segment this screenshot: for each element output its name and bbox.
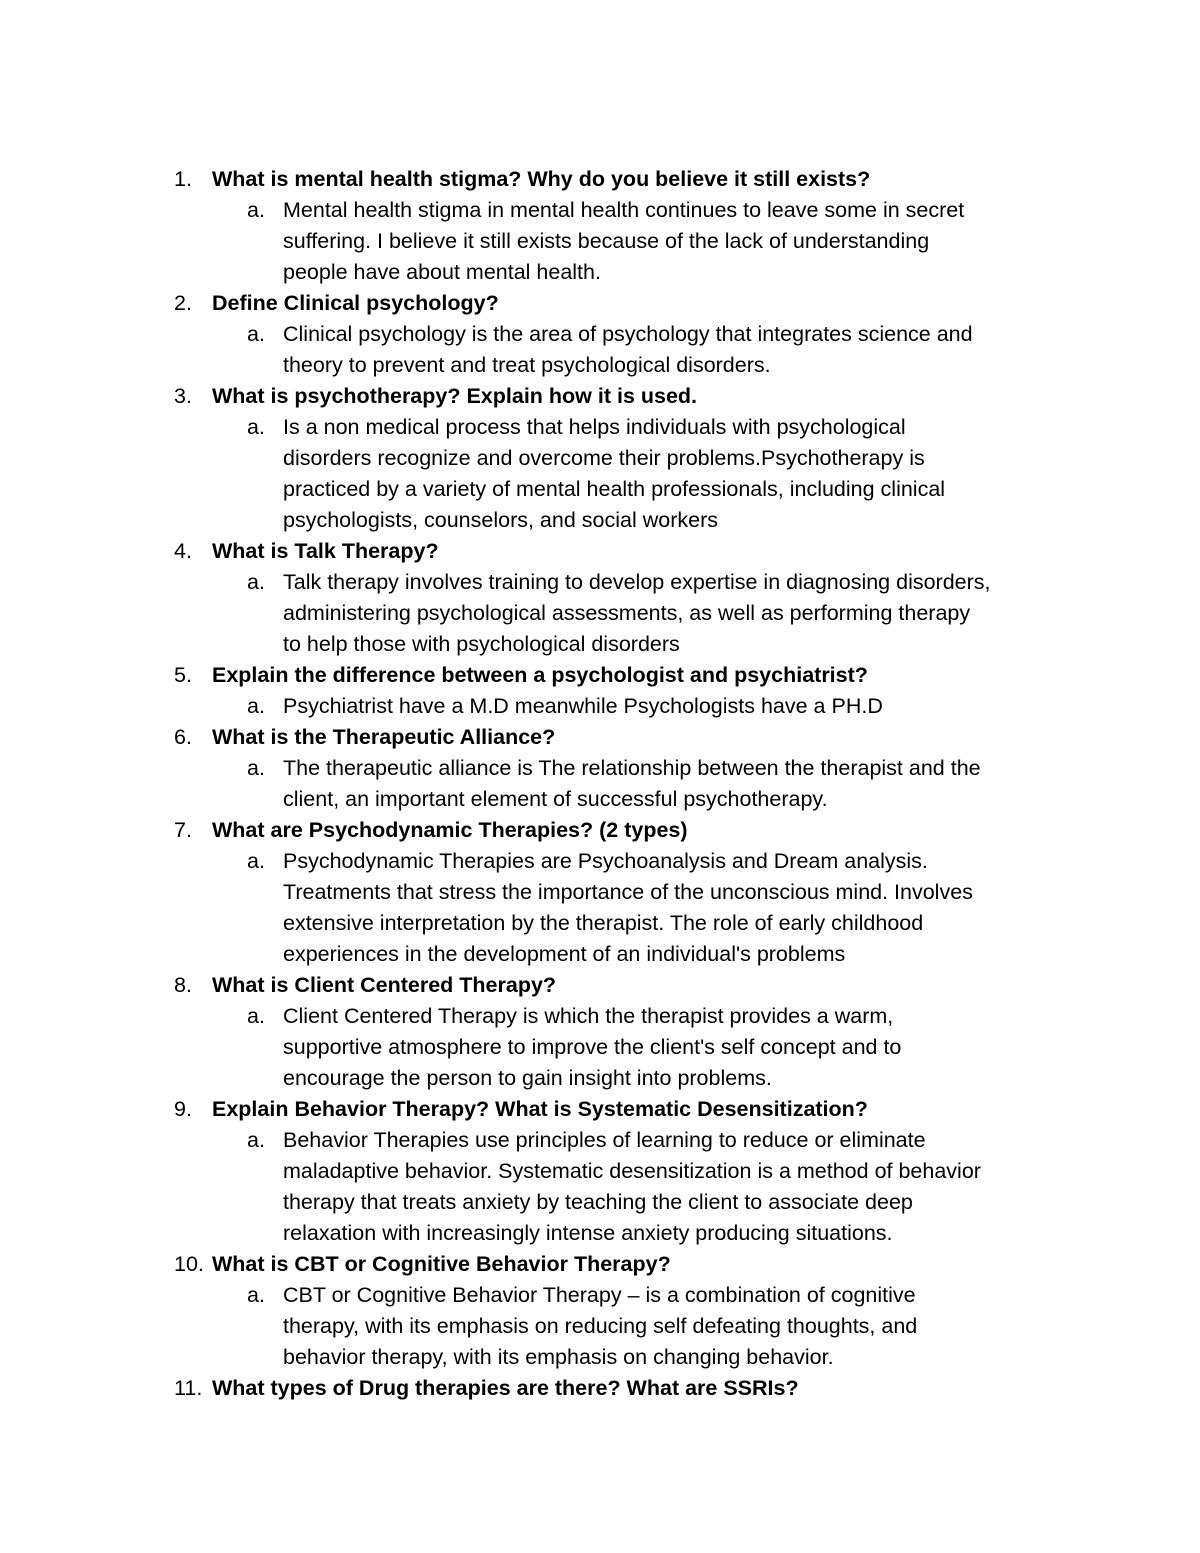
answer-line: people have about mental health. (283, 260, 601, 284)
answer-line: maladaptive behavior. Systematic desensitization is a method of behavior (283, 1159, 981, 1183)
question-number: 3. (174, 384, 192, 408)
answer-item (0, 1001, 1200, 1094)
answer-line: administering psychological assessments, as well as performing therapy (283, 601, 971, 625)
answer-line: CBT or Cognitive Behavior Therapy – is a combination of cognitive (283, 1283, 916, 1307)
answer-line: Client Centered Therapy is which the therapist provides a warm, (283, 1004, 894, 1028)
answer-marker: a. (247, 756, 265, 780)
answer-marker: a. (247, 1004, 265, 1028)
question-item (0, 164, 1200, 195)
answer-line: Talk therapy involves training to develop expertise in diagnosing disorders, (283, 570, 991, 594)
question-item (0, 536, 1200, 567)
answer-line: suffering. I believe it still exists because of the lack of understanding (283, 229, 930, 253)
question-number: 8. (174, 973, 192, 997)
answer-line: Psychodynamic Therapies are Psychoanalysis and Dream analysis. (283, 849, 928, 873)
answer-line: extensive interpretation by the therapist. The role of early childhood (283, 911, 924, 935)
answer-line: disorders recognize and overcome their problems.Psychotherapy is (283, 446, 925, 470)
question-text: What is Client Centered Therapy? (212, 973, 557, 997)
answer-item (0, 1280, 1200, 1373)
answer-line: The therapeutic alliance is The relationship between the therapist and the (283, 756, 981, 780)
answer-line: relaxation with increasingly intense anxiety producing situations. (283, 1221, 893, 1245)
answer-line: theory to prevent and treat psychological disorders. (283, 353, 771, 377)
question-item (0, 815, 1200, 846)
question-text: Explain the difference between a psychologist and psychiatrist? (212, 663, 868, 687)
answer-line: client, an important element of successful psychotherapy. (283, 787, 828, 811)
answer-line: practiced by a variety of mental health professionals, including clinical (283, 477, 946, 501)
answer-item (0, 691, 1200, 722)
question-number: 11. (174, 1376, 203, 1400)
question-number: 9. (174, 1097, 192, 1121)
answer-line: psychologists, counselors, and social workers (283, 508, 718, 532)
question-number: 6. (174, 725, 192, 749)
answer-marker: a. (247, 198, 265, 222)
answer-line: to help those with psychological disorders (283, 632, 680, 656)
answer-marker: a. (247, 322, 265, 346)
question-text: Explain Behavior Therapy? What is Systematic Desensitization? (212, 1097, 868, 1121)
answer-line: Clinical psychology is the area of psychology that integrates science and (283, 322, 973, 346)
question-item (0, 288, 1200, 319)
question-text: What are Psychodynamic Therapies? (2 types) (212, 818, 688, 842)
question-item (0, 1094, 1200, 1125)
question-list (0, 164, 1200, 1404)
question-text: What is the Therapeutic Alliance? (212, 725, 556, 749)
question-item (0, 970, 1200, 1001)
question-item (0, 660, 1200, 691)
question-item (0, 1249, 1200, 1280)
question-item (0, 722, 1200, 753)
question-text: What types of Drug therapies are there? What are SSRIs? (212, 1376, 799, 1400)
question-number: 5. (174, 663, 192, 687)
answer-line: encourage the person to gain insight into problems. (283, 1066, 772, 1090)
answer-line: Is a non medical process that helps individuals with psychological (283, 415, 906, 439)
answer-line: Mental health stigma in mental health continues to leave some in secret (283, 198, 965, 222)
question-number: 4. (174, 539, 192, 563)
answer-marker: a. (247, 570, 265, 594)
answer-line: therapy, with its emphasis on reducing self defeating thoughts, and (283, 1314, 918, 1338)
question-item (0, 381, 1200, 412)
answer-line: Psychiatrist have a M.D meanwhile Psychologists have a PH.D (283, 694, 883, 718)
question-number: 1. (174, 167, 192, 191)
question-item (0, 1373, 1200, 1404)
question-text: What is psychotherapy? Explain how it is used. (212, 384, 698, 408)
answer-marker: a. (247, 415, 265, 439)
answer-marker: a. (247, 849, 265, 873)
answer-marker: a. (247, 1283, 265, 1307)
answer-line: behavior therapy, with its emphasis on changing behavior. (283, 1345, 834, 1369)
answer-marker: a. (247, 694, 265, 718)
answer-line: experiences in the development of an individual's problems (283, 942, 846, 966)
question-text: What is mental health stigma? Why do you believe it still exists? (212, 167, 871, 191)
answer-item (0, 195, 1200, 288)
question-number: 2. (174, 291, 192, 315)
answer-item (0, 567, 1200, 660)
answer-line: Behavior Therapies use principles of learning to reduce or eliminate (283, 1128, 926, 1152)
answer-item (0, 319, 1200, 381)
answer-marker: a. (247, 1128, 265, 1152)
answer-line: supportive atmosphere to improve the client's self concept and to (283, 1035, 902, 1059)
answer-item (0, 846, 1200, 970)
answer-item (0, 753, 1200, 815)
question-number: 7. (174, 818, 192, 842)
answer-item (0, 1125, 1200, 1249)
answer-item (0, 412, 1200, 536)
answer-line: Treatments that stress the importance of the unconscious mind. Involves (283, 880, 973, 904)
question-text: What is CBT or Cognitive Behavior Therapy? (212, 1252, 671, 1276)
question-text: What is Talk Therapy? (212, 539, 439, 563)
question-number: 10. (174, 1252, 204, 1276)
question-text: Define Clinical psychology? (212, 291, 499, 315)
answer-line: therapy that treats anxiety by teaching the client to associate deep (283, 1190, 913, 1214)
